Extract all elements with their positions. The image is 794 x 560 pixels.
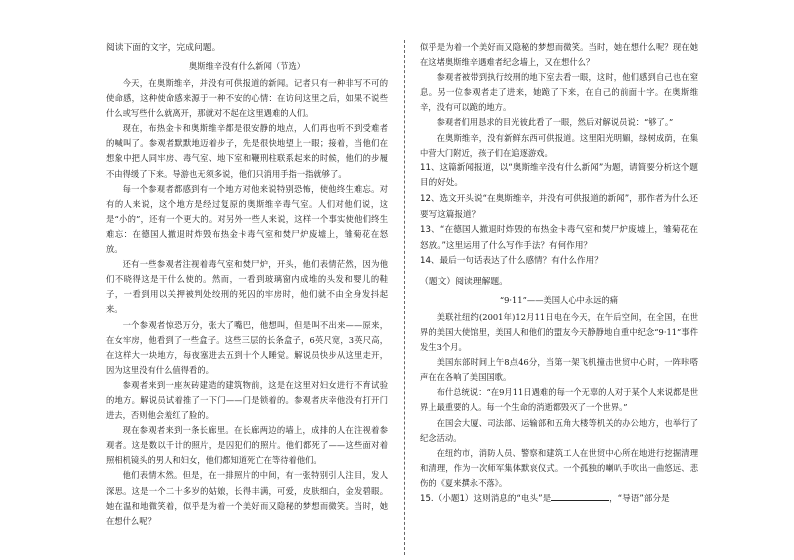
paragraph: 一个参观者惊恐万分，张大了嘴巴，他想叫，但是叫不出来——原来，在女牢房，他看到了一些盒子。这些三层的长条盒子，6英尺宽，3英尺高，在这样大一块地方，每夜塞进去五到十个人睡觉。解说员快步从这里走开，因为这里没有什么值得看的。 (106, 319, 388, 375)
paragraph: 今天，在奥斯维辛，并没有可供报道的新闻。记者只有一种非写不可的使命感，这种使命感来源于一种不安的心情：在访问这里之后，如果不说些什么或写些什么就离开，那就对不起在这里遇难的人们。 (106, 78, 388, 119)
paragraph: 参观者被带到执行绞刑的地下室去看一眼，这时，他们感到自己也在窒息。另一位参观者走了进来，她跪了下来，在自己的前面十字。在奥斯维辛，没有可以跪的地方。 (420, 72, 698, 113)
paragraph: 在纽约市，消防人员、警察和建筑工人在世贸中心所在地进行挖掘清理和清理，作为一次师军集体默哀仪式。一个孤独的喇叭手吹出一曲悠远、悲伤的《夏来撰永不落》。 (420, 447, 698, 488)
paragraph: 布什总统说：“在9月11日遇难的每一个无辜的人对于某个人来说都是世界上最重要的人。每一个生命的消逝都毁灭了一个世界。” (420, 387, 698, 413)
paragraph: 现在参观者来到一条长廊里。在长廊两边的墙上，成排的人在注视着参观者。这是数以千计的照片，是囚犯们的照片。他们都死了——这些面对着照相机镜头的男人和妇女，他们都知道死亡在等待着他们。 (106, 425, 388, 466)
paragraph: 参观者们用恳求的目光彼此看了一眼，然后对解说员说：“够了。” (436, 117, 674, 128)
question: 11、这篇新闻报道，以“奥斯维辛没有什么新闻”为题，请简要分析这个题目的好处。 (420, 162, 698, 189)
paragraph: 每一个参观者都感到有一个地方对他来说特别恐怖，使他终生难忘。对有的人来说，这个地方是经过复原的奥斯维辛毒气室。人们对他们说，这是“小的”，还有一个更大的。对另外一些人来说，这样一个事实使他们终生难忘：在德国人撤退时炸毁布热金卡毒气室和焚尸炉废墟上，雏菊花在怒放。 (106, 183, 388, 255)
column-divider (404, 40, 405, 555)
question: 14、最后一句话表达了什么感情？有什么作用？ (420, 256, 603, 267)
paragraph: 还有一些参观者注视着毒气室和焚尸炉，开头，他们表情茫然，因为他们不晓得这是干什么使的。然而，一看到玻璃窗内成堆的头发和婴儿的鞋子，一看到用以关押被判处绞刑的死囚的牢房时，他们就不由全身发抖起来。 (106, 259, 388, 315)
article-title: 奥斯维辛没有什么新闻（节选） (188, 61, 306, 71)
article-title: “9·11”——美国人心中永远的痛 (499, 294, 619, 305)
question: 12、选文开头说“在奥斯维辛，并没有可供报道的新闻”，那作者为什么还要写这篇报道？ (420, 193, 698, 220)
right-column (420, 40, 698, 508)
paragraph: 现在，布热金卡和奥斯维辛都是很安静的地点，人们再也听不到受难者的喊叫了。参观者默默地迈着步子，先是很快地望上一眼；接着，当他们在想象中把人同牢房、毒气室、地下室和鞭刑柱联系起来的时候，他们的步履不由得缓了下来。导游也无须多说，他们只消用手指一指就够了。 (106, 123, 388, 179)
paragraph: 美联社纽约(2001年)12月11日电在今天，在午后空间，在全国，在世界的美国大使馆里，美国人和他们的盟友今天静静地自重中纪念“9·11”事件发生3个月。 (420, 311, 698, 353)
answer-blank[interactable] (551, 491, 609, 501)
question-prefix: 15.（小题1）这则消息的“电头”是 (420, 494, 552, 505)
paragraph: 在国会大厦、司法部、运输部和五角大楼等机关的办公地方，也举行了纪念活动。 (420, 417, 698, 443)
paragraph: 他们表情木然。但是，在一排照片的中间，有一张特别引人注目，发人深思。这是一个二十多岁的姑娘，长得丰满，可爱，皮肤细白，金发碧眼。她在温和地微笑着，似乎是为着一个美好而又隐秘的梦想而微笑。当时，她在想什么呢？ (106, 470, 388, 526)
paragraph: 参观者来到一座灰砖建造的建筑物前，这是在这里对妇女进行不育试验的地方。解说员试着推了一下门——门是锁着的。参观者庆幸他没有打开门进去，否则他会羞红了脸的。 (106, 379, 388, 421)
question-middle: ，“导语”部分是 (609, 494, 670, 505)
question: 13、“在德国人撤退时炸毁的布热金卡毒气室和焚尸炉废墟上，雏菊花在怒放。”这里运用了什么写作手法？有何作用？ (420, 225, 698, 251)
left-column (106, 40, 388, 529)
paragraph: 美国东部时间上午8点46分，当第一架飞机撞击世贸中心时，一阵咔嗒声在在各响了美国国歌。 (420, 357, 698, 383)
question (420, 491, 698, 508)
reading-instruction: 阅读下面的文字，完成问题。 (106, 43, 221, 53)
section-heading: （题文）阅读理解题。 (420, 276, 508, 287)
paragraph: 在奥斯维辛，没有新鲜东西可供报道。这里阳光明媚，绿树成荫，在集中营大门附近，孩子们在追逐游戏。 (420, 132, 698, 158)
paragraph: 似乎是为着一个美好而又隐秘的梦想而微笑。当时，她在想什么呢？现在她在这堵奥斯维辛遇难者纪念墙上，又在想什么？ (420, 42, 698, 68)
